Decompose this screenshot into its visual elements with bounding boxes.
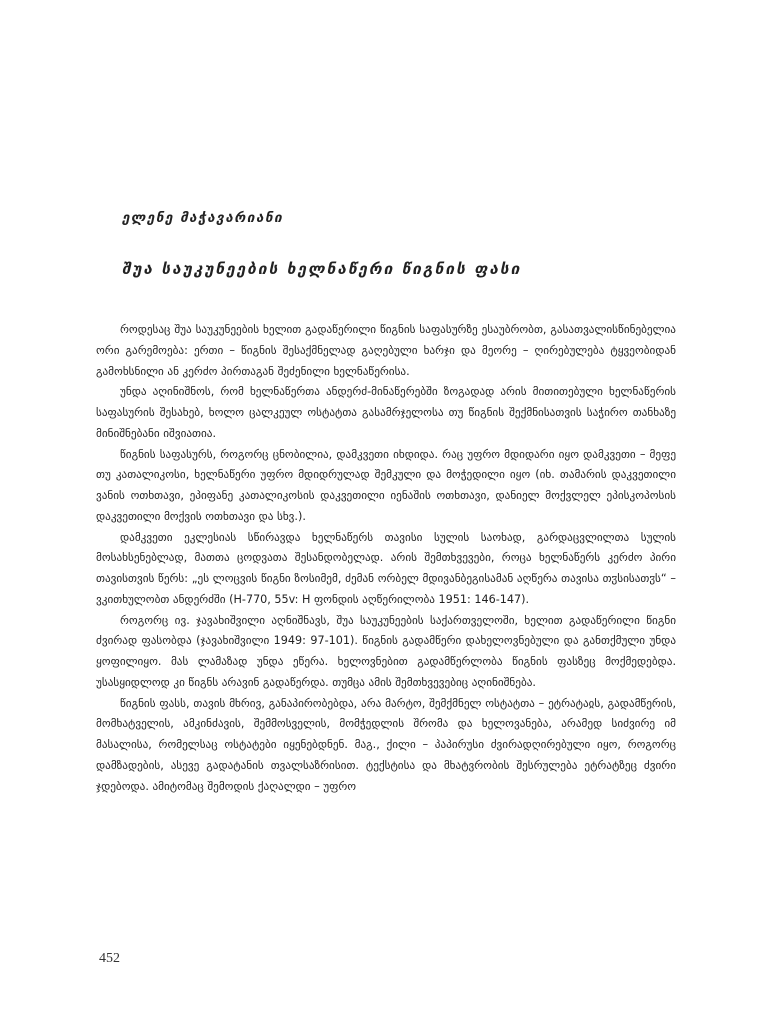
paragraph: დამკვეთი ეკლესიას სწირავდა ხელნაწერს თავისი სულის საოხად, გარდაცვლილთა სულის მოსახსენებლად, მათთა ცოდვათა შესანდობელად. არის შემთხვევები, როცა ხელნაწერს კერძო პირი თავისთვის წერს: „ეს ლოცვის წიგნი ზოსიმემ, ძემან ორბელ მდივანბეგისამან აღწერა თავისა თჳსისათჳს“ – ვკითხულობთ ანდერძში (H-770, 55v: H ფონდის აღწერილობა 1951: 146-147). bbox=[96, 530, 676, 606]
paragraph: როგორც ივ. ჯავახიშვილი აღნიშნავს, შუა საუკუნეების საქართველოში, ხელით გადაწერილი წიგნი ძვირად ფასობდა (ჯავახიშვილი 1949: 97-101). წიგნის გადამწერი დახელოვნებული და განთქმული უნდა ყოფილიყო. მას ლამაზად უნდა ეწერა. ხელოვნებით გადამწერლობა წიგნის ფასზეც მოქმედებდა. უსასყიდლოდ კი წიგნს არავინ გადაწერდა. თუმცა ამის შემთხვევებიც აღინიშნება. bbox=[96, 613, 676, 689]
paragraph: როდესაც შუა საუკუნეების ხელით გადაწერილი წიგნის საფასურზე ესაუბრობთ, გასათვალისწინებელია ორი გარემოება: ერთი – წიგნის შესაქმნელად გაღებული ხარჯი და მეორე – ღირებულება ტყვეობიდან გამოხსნილი ან კერძო პირთაგან შეძენილი ხელნაწერისა. bbox=[96, 323, 676, 378]
paragraph: წიგნის საფასურს, როგორც ცნობილია, დამკვეთი იხდიდა. რაც უფრო მდიდარი იყო დამკვეთი – მეფე თუ კათალიკოსი, ხელნაწერი უფრო მდიდრულად შემკული და მოჭედილი იყო (იხ. თამარის დაკვეთილი ვანის ოთხთავი, ეპიფანე კათალიკოსის დაკვეთილი იენაშის ოთხთავი, დანიელ მოქვლელ ეპისკოპოსის დაკვეთილი მოქვის ოთხთავი და სხვ.). bbox=[96, 447, 676, 523]
article-body bbox=[96, 320, 676, 797]
paragraph: წიგნის ფასს, თავის მხრივ, განაპირობებდა, არა მარტო, შემქმნელ ოსტატთა – ეტრატაჲს, გადამწერის, მომხატველის, ამკინძავის, შემმოსველის, მომჭედლის შრომა და ხელოვანება, არამედ სიძვირე იმ მასალისა, რომელსაც ოსტატები იყენებდნენ. მაგ., ქილი – პაპირუსი ძვირადღირებული იყო, როგორც დამზადების, ასევე გადატანის თვალსაზრისით. ტექსტისა და მხატვრობის შესრულება ეტრატზეც ძვირი ჯდებოდა. ამიტომაც შემოდის ქაღალდი – უფრო bbox=[96, 696, 676, 793]
paragraph: უნდა აღინიშნოს, რომ ხელნაწერთა ანდერძ-მინაწერებში ზოგადად არის მითითებული ხელნაწერის საფასურის შესახებ, ხოლო ცალკეულ ოსტატთა გასამრჯელოსა თუ წიგნის შექმნისათვის საჭირო თანხაზე მინიშნებანი იშვიათია. bbox=[96, 385, 676, 440]
author-name: ელენე მაჭავარიანი bbox=[122, 210, 284, 226]
page-number: 452 bbox=[99, 951, 120, 966]
article-title: შუა საუკუნეების ხელნაწერი წიგნის ფასი bbox=[122, 260, 522, 278]
